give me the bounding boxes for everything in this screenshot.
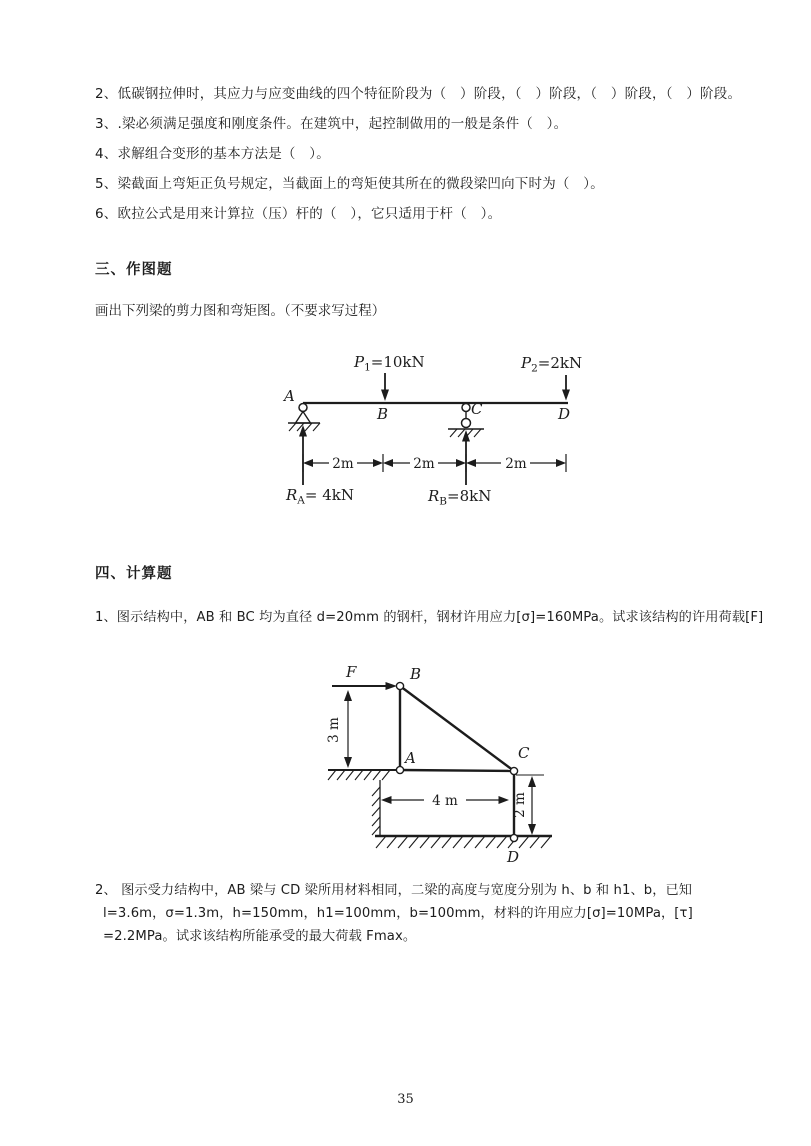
dim-2m-label: 2 m (512, 792, 528, 818)
upper-ground (328, 770, 396, 780)
pin-support-a (288, 404, 320, 432)
dim-2m (512, 775, 544, 835)
structure-diagram (318, 648, 563, 873)
section4-heading: 四、计算题 (95, 566, 173, 582)
reaction-arrow-ra (299, 425, 307, 485)
load-arrow-p2 (562, 375, 570, 401)
dim-label-cd: 2m (505, 456, 527, 472)
dim-3m (326, 690, 352, 768)
question-item: 3、.梁必须满足强度和刚度条件。在建筑中，起控制做用的一般是条件（ ）。 (95, 116, 568, 132)
node-label-d: D (507, 848, 520, 866)
dim-4m-label: 4 m (432, 793, 458, 809)
force-f-label: F (346, 663, 357, 681)
dim-label-bc: 2m (413, 456, 435, 472)
load-arrow-p1 (381, 373, 389, 401)
node-label-a: A (284, 387, 295, 405)
beam-diagram (258, 333, 618, 523)
lower-ground (375, 836, 552, 848)
node-label-b: B (377, 405, 389, 423)
node-label-d: D (558, 405, 571, 423)
structure-members (400, 686, 514, 838)
node-label-c: C (518, 744, 530, 762)
section3-instruction: 画出下列梁的剪力图和弯矩图。（不要求写过程） (95, 303, 386, 319)
load-p1-label: $P_1=10kN$ (354, 353, 425, 374)
dim-3m-label: 3 m (326, 717, 342, 743)
question-item: 5、梁截面上弯矩正负号规定，当截面上的弯矩使其所在的微段梁凹向下时为（ ）。 (95, 176, 604, 192)
page-number: 35 (397, 1092, 414, 1107)
node-label-c: C (471, 400, 483, 418)
question-4-1: 1、图示结构中，AB 和 BC 均为直径 d=20mm 的钢杆，钢材许用应力[σ]=160MPa。试求该结构的许用荷载[F] (95, 610, 764, 625)
reaction-arrow-rb (462, 430, 470, 485)
question-item: 4、求解组合变形的基本方法是（ ）。 (95, 146, 330, 162)
node-label-b: B (410, 665, 422, 683)
wall-face (372, 780, 380, 836)
node-label-a: A (405, 749, 416, 767)
question-item: 6、欧拉公式是用来计算拉（压）杆的（ ），它只适用于杆（ ）。 (95, 206, 502, 222)
reaction-ra-label: $R_A= 4kN$ (286, 486, 354, 507)
load-p2-label: $P_2=2kN$ (521, 354, 583, 375)
dim-4m (381, 793, 509, 809)
dim-label-ab: 2m (332, 456, 354, 472)
question-4-2: 2、 图示受力结构中，AB 梁与 CD 梁所用材料相同，二梁的高度与宽度分别为 h、b 和 h1、b，已知 l=3.6m，σ=1.3m，h=150mm，h1=100mm，b=100mm，材料的许用应力[σ]=10MPa，[τ] =2.2MPa。试求该结构所能承受的最大荷载 Fmax。 (95, 883, 693, 944)
force-arrow-f (332, 682, 397, 690)
reaction-rb-label: $R_B=8kN$ (428, 487, 492, 508)
question-item: 2、低碳钢拉伸时，其应力与应变曲线的四个特征阶段为（ ）阶段，（ ）阶段，（ ）阶段，（ ）阶段。 (95, 86, 742, 102)
section3-heading: 三、作图题 (95, 262, 173, 278)
fill-blank-section (95, 84, 741, 234)
